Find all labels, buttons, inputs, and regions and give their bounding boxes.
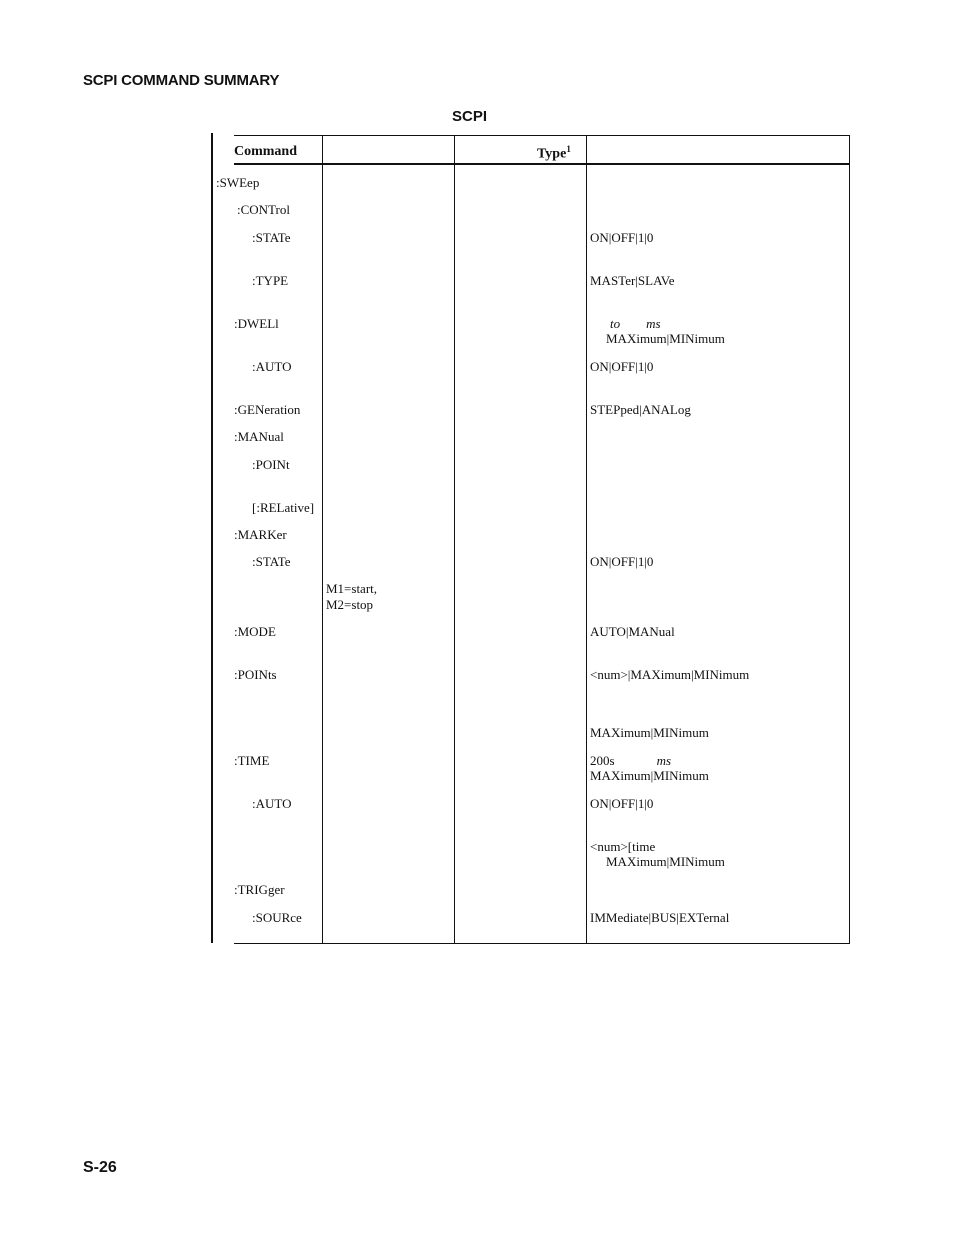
param-dwell-range: to ms <box>610 316 661 331</box>
cmd-marker: :MARKer <box>234 527 287 542</box>
cmd-points: :POINts <box>234 667 277 682</box>
change-bar <box>211 133 213 943</box>
cmd-trigger: :TRIGger <box>234 882 285 897</box>
column-header-command: Command <box>234 144 298 159</box>
page-number: S-26 <box>83 1159 117 1176</box>
page-header: SCPI COMMAND SUMMARY <box>83 72 280 89</box>
cmd-time: :TIME <box>234 753 270 768</box>
cmd-manual: :MANual <box>234 429 284 444</box>
cmd-mode: :MODE <box>234 624 276 639</box>
param-step: MAXimum|MINimum <box>590 725 709 740</box>
cmd-time-auto: :AUTO <box>252 796 292 811</box>
table-title: SCPI <box>452 108 488 125</box>
param-time-limits: MAXimum|MINimum <box>590 768 709 783</box>
param-dwell-auto: ON|OFF|1|0 <box>590 359 654 374</box>
cmd-trigger-source: :SOURce <box>252 910 302 925</box>
cmd-marker-state: :STATe <box>252 554 291 569</box>
column-header-type: Type$^1$ <box>537 144 571 162</box>
param-trigger-source: IMMediate|BUS|EXTernal <box>590 910 730 925</box>
marker-note-start: M1=start, <box>326 581 378 596</box>
marker-note-stop: M2=stop <box>326 597 374 612</box>
cmd-control-type: :TYPE <box>252 273 289 288</box>
param-mode: AUTO|MANual <box>590 624 675 639</box>
cmd-dwell: :DWELl <box>234 316 279 331</box>
param-dwell-limits: MAXimum|MINimum <box>606 331 725 346</box>
param-points: <num>|MAXimum|MINimum <box>590 667 750 682</box>
param-time-range: 200s ms <box>590 753 672 768</box>
cmd-dwell-auto: :AUTO <box>252 359 292 374</box>
command-table <box>216 135 850 944</box>
header-rule <box>234 163 849 165</box>
cmd-generation: :GENeration <box>234 402 301 417</box>
param-control-state: ON|OFF|1|0 <box>590 230 654 245</box>
param-marker-state: ON|OFF|1|0 <box>590 554 654 569</box>
param-time-llimit: <num>[time <box>590 839 656 854</box>
cmd-control-state: :STATe <box>252 230 291 245</box>
param-generation: STEPped|ANALog <box>590 402 691 417</box>
param-time-auto: ON|OFF|1|0 <box>590 796 654 811</box>
param-time-llimit-limits: MAXimum|MINimum <box>606 854 725 869</box>
cmd-manual-point: :POINt <box>252 457 290 472</box>
column-divider <box>454 136 455 943</box>
column-divider <box>322 136 323 943</box>
column-divider <box>586 136 587 943</box>
cmd-manual-relative: [:RELative] <box>252 500 315 515</box>
cmd-sweep: :SWEep <box>216 175 260 190</box>
param-control-type: MASTer|SLAVe <box>590 273 675 288</box>
cmd-control: :CONTrol <box>237 202 290 217</box>
